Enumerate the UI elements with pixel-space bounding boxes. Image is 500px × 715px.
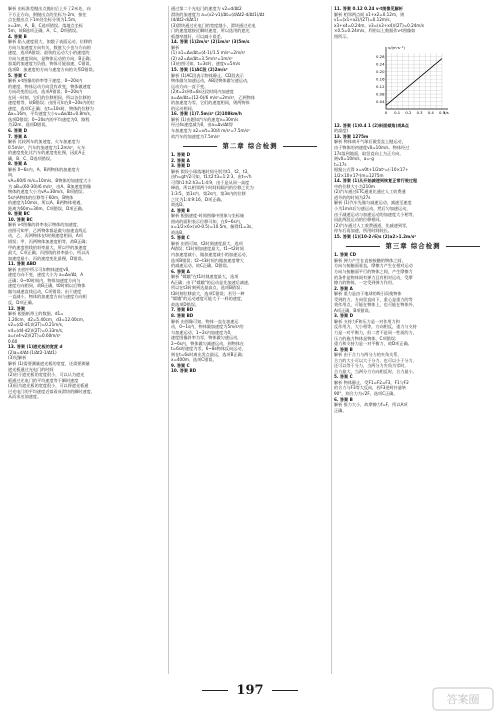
- answer-text-line: 所以在t3时刻到达最高点，选项B错误；: [171, 285, 245, 291]
- answer-text-line: 速度图像斜率为零，物体做匀速运动，: [171, 335, 242, 341]
- answer-heading: 4. 答案 B: [334, 346, 353, 352]
- answer-text-line: 为32m，选项D错误。: [8, 122, 50, 128]
- answer-text-line: 物体做匀加速运动，AB段物体做匀速运动，: [171, 78, 252, 84]
- answer-text-line: vA=60/6 m/s=10m/s，B物体的加速度大小: [8, 177, 92, 183]
- answer-text-line: 动，乙、丙两物体在t时刻速度相同，A项: [8, 233, 83, 239]
- answer-text-line: 物体的速度大小为vA=30m/s，B项错误；: [8, 189, 87, 195]
- x-tick-label: 0.3: [416, 110, 423, 116]
- answer-text-line: 从而求出加速度。: [8, 394, 42, 400]
- answer-text-line: 解析 比较两车的加速度，火车加速度为: [8, 139, 80, 145]
- answer-text-line: 道节约的时间为27s: [334, 194, 371, 200]
- answer-heading: 12. 答案: [8, 305, 26, 311]
- answer-heading: 14. 答案 (1)2m/s² (2)1m/s² (3)5m/s: [171, 39, 250, 45]
- answer-text-line: 故选D。: [171, 202, 187, 208]
- column-right: [334, 6, 492, 413]
- answer-text-line: 经过4s速度减为0，由a=Δv/Δt得: [171, 122, 233, 128]
- answer-text-line: 选项D错误；0~20s内的平均速度为0，路程: [8, 116, 90, 122]
- answer-text-line: 方向与速度同向，是物体运动的方向，B正确；: [8, 55, 94, 61]
- answer-text-line: 的减速运动，故C正确，D错误。: [171, 263, 231, 269]
- answer-heading: 15. 答案 (1)(10-2√6)s (2)a2>1.2m/s²: [334, 233, 417, 239]
- answer-text-line: 解析 (1)需要测量遮光板的宽度，还需要测量: [8, 361, 90, 366]
- answer-heading: 2. 答案 A: [334, 285, 353, 291]
- answer-text-line: v1=(x1+x2)/(2T)=0.12m/s，: [334, 17, 394, 23]
- answer-text-line: (3)见解析: [8, 355, 27, 361]
- answer-text-line: 0.60: [8, 338, 18, 344]
- answer-text-line: 解析 由图像可知，物体一直在加速运: [171, 318, 239, 324]
- answer-text-line: (3)滑块通过光电门的宽度越小，滑块通过光电: [171, 22, 256, 28]
- answer-text-line: 停车后再加速，所用时间较长。: [334, 228, 392, 234]
- answer-text-line: (3)由图可知，t=3s时，速度v=5m/s: [171, 61, 241, 67]
- answer-text-line: 解析 相邻两点间 x1+x2=0.12m，则: [334, 11, 405, 17]
- answer-text-line: 1/2×10×17²)m=1275m: [334, 172, 384, 178]
- answer-heading: 10. 答案 BD: [171, 368, 197, 374]
- answer-text-line: x=1/2×6×(v0-0.5)=10.5m，解得t1=3s。: [171, 224, 256, 230]
- answer-text-line: 解析 根据纸带上的数据，d1=: [8, 311, 64, 317]
- x-tick-label: 0.4: [427, 110, 434, 116]
- answer-text-line: 小为1m/s后匀速运动，然后匀加速运动，: [334, 206, 411, 212]
- answer-heading: 14. 答案 (1)从开始减速到恢复正常行驶过程: [334, 178, 418, 184]
- answer-text-line: (3)因为遮光板的宽度很小，可以将遮光板通: [8, 383, 89, 389]
- answer-text-line: (2) a2=Δv/Δt=3.5m/s²=1m/s²: [171, 55, 233, 61]
- answer-text-line: 动，0~1s内，物体做加速度为5m/s²的: [171, 324, 244, 330]
- answer-heading: 12. 答案 (1)0.4 1 (2)斜面倾角(或A点: [334, 122, 409, 128]
- answer-text-line: 的条件是物体间有弹力且有相对运动，受摩: [334, 274, 413, 280]
- column-divider: [331, 6, 332, 674]
- answer-heading: 1. 答案 D: [171, 152, 191, 158]
- answer-text-line: 擦力的物体，一定受到弹力作用。: [334, 280, 397, 286]
- answer-text-line: v4=(d4-d2)/(2T)=0.33m/s，: [8, 327, 67, 333]
- answer-text-line: 匀加速运动，1~2s内加速度为0，: [171, 329, 235, 335]
- chapter-header: 第三章 综合检测: [334, 241, 492, 251]
- answer-text-line: 方向与接触面平行的物体之间，产生摩擦力: [334, 268, 413, 274]
- answer-text-line: 1:3:5，第1s内、第2s内、第3s内的位移: [171, 190, 246, 196]
- y-tick-label: 0.08: [376, 91, 385, 97]
- answer-text-line: a=Δv/Δt=(12-0)/6 m/s²=2m/s²，乙两物体: [171, 94, 255, 100]
- answer-text-line: 最大，C项正确；丙图线的斜率最小，所以丙: [8, 250, 90, 256]
- answer-text-line: 释放，所以相邻两个时间间隔内的位移之比为: [171, 185, 254, 191]
- answer-text-line: 之比为1:4:9:16，D项正确。: [171, 196, 225, 202]
- answer-text-line: 合力最大，当两分力方向相反时，合力最小。: [334, 368, 417, 374]
- answer-text-line: 解析 物体离开气球后做竖直上抛运动，: [334, 139, 406, 145]
- answer-heading: 2. 答案 A: [171, 157, 190, 163]
- answer-text-line: A项正确，B项错误。: [334, 307, 373, 313]
- answer-text-line: (2)t=2s到t=8s这段时间内加速度: [171, 89, 234, 95]
- answer-text-line: 0.5m/s²，汽车的加速度为1.2m/s²，火车: [8, 144, 86, 150]
- answer-text-line: 错误；甲、丙两物体加速度相等，故B正确；: [8, 238, 90, 244]
- answer-text-line: 由于减速运动与加速运动的加速度大小相等，: [334, 211, 417, 217]
- answer-text-line: t=17s: [334, 161, 347, 167]
- answer-text-line: 加速度最小，丙的速度变化最慢，D错误。: [8, 255, 86, 261]
- answer-text-line: 为 aB=(60-30)/6 m/s²，由A、B加速度图像: [8, 183, 91, 189]
- answer-text-line: 过光电门的平均速度近似看成滑块的瞬时速度，: [8, 388, 95, 394]
- y-tick-label: 0.28: [376, 54, 385, 60]
- answer-text-line: 门的速度越接近瞬时速度，所以选用的遮光: [171, 28, 250, 34]
- answer-text-line: 反，D项正确。: [8, 299, 37, 305]
- answer-text-line: t3时刻位移最大，选项C错误；若另一种: [171, 290, 245, 296]
- answer-text-line: A错误；t1时刻加速度最大，t1~t2时间: [171, 246, 244, 252]
- answer-text-line: 解析 支持力F和压力是一对作用力和: [334, 318, 400, 324]
- answer-heading: 5. 答案 C: [171, 235, 190, 241]
- y-tick-label: 0.16: [376, 76, 385, 82]
- answer-heading: 9. 答案 BC: [8, 211, 30, 217]
- answer-text-line: 板通过光电门的平均速度等于瞬时速度: [8, 377, 79, 383]
- answer-text-line: 解析 由标准差抛出点抛出后上升了2米处，向: [8, 6, 91, 11]
- answer-text-line: 1.20cm，d2=5.40cm，d3=12.00cm，: [8, 316, 88, 322]
- answer-text-line: 故选项D错误。: [171, 301, 200, 307]
- answer-text-line: 重力和支持力是一对平衡力，故D项正确。: [334, 341, 412, 347]
- answer-text-line: 方向与加速度方向有关，数值大小也与方向的: [8, 44, 91, 50]
- answer-text-line: 解析 推力大小，故摩擦力f=F，所以A项: [334, 402, 408, 408]
- answer-text-line: 解析 陷入速度很大，如骰子表面运动，位移的: [8, 39, 93, 45]
- vt-graph: [372, 41, 452, 119]
- answer-text-line: 根据公式得 x=v0t+1/2at²=(-10×17+: [334, 167, 409, 173]
- answer-text-line: 甲的速度图线的斜率最大，所以甲的加速度: [8, 244, 87, 250]
- answer-text-line: 反作用力，大小相等，方向相反，重力与支持: [334, 324, 417, 330]
- answer-heading: 5. 答案 C: [334, 374, 353, 380]
- answer-heading: 16. 答案 (1)7.5m/s² (2)108km/h: [171, 111, 242, 117]
- axes: [386, 47, 448, 109]
- answer-text-line: 因此两段运动的位移相同。: [334, 217, 384, 223]
- answer-text-line: 解析 (1)汽车先做匀减速运动，减速至速度: [334, 200, 412, 206]
- answer-text-line: 解析 (1)AC段表示物体静止，CD段表示: [171, 72, 244, 78]
- answer-text-line: 滑块的加速度为 a=(v2-v1)/Δt=(d/Δt2-d/Δt1)/Δt: [171, 11, 265, 17]
- y-axis-label: v/(m·s⁻¹): [388, 45, 405, 51]
- answer-text-line: 运动方向一直不变。: [171, 83, 209, 89]
- answer-text-line: 17s落到地面，取竖直向上为正方向，: [334, 150, 404, 156]
- answer-text-line: 由h=gt²/2可知，t1:t2:t3=1:2:3，由t∝√h: [171, 174, 252, 180]
- answer-text-line: 解析 0~6s内，A、B两物体的加速度方: [8, 166, 80, 172]
- answer-text-line: 的运动相同。: [171, 105, 196, 111]
- answer-text-line: 解析 假设小球落地时间分别为t1、t2、t3，: [171, 168, 252, 174]
- column-middle: [171, 6, 329, 374]
- answer-heading: 11. 答案 ABD: [8, 261, 37, 267]
- answer-text-line: 解析 (1)由题知汽车的速度v=30m/s: [171, 116, 239, 122]
- answer-text-line: 的速度为10m/s，所以A、B两物体相遇，: [8, 200, 85, 206]
- answer-text-line: 故选B。: [171, 229, 187, 235]
- answer-text-line: 正确；0~t0时间内，物体加速度方向与: [8, 277, 81, 283]
- answer-page: [8, 6, 492, 674]
- answer-text-line: (2)汽车通过人工收费通道，先减速到零，: [334, 222, 411, 228]
- answer-text-line: 由图可知甲、乙两物体都是做匀加速直线运: [8, 227, 87, 233]
- answer-text-line: 方向与接触面垂直，摩擦力产生在相对运动: [334, 263, 413, 269]
- answer-text-line: 正确。: [334, 407, 347, 413]
- answer-text-line: 距离为60m=30m，C项错误，D项正确。: [8, 205, 86, 211]
- column-left: [8, 6, 166, 400]
- answer-heading: 4. 答案 B: [8, 33, 27, 39]
- answer-text-line: 则v0=10m/s，a=-g: [334, 156, 374, 162]
- answer-heading: 1. 答案 CD: [334, 252, 357, 258]
- answer-text-line: (2)a=d/Δt·(1/Δt2-1/Δt1): [8, 349, 57, 355]
- answer-text-line: A正确；由于"嫦娥"的运动是先加速后减速，: [171, 279, 253, 285]
- answer-heading: 8. 答案 BD: [171, 312, 194, 318]
- answer-heading: 8. 答案 A: [8, 161, 27, 167]
- answer-text-line: 速度方向不变，速度大小为 a=Δv/Δt，A: [8, 272, 84, 278]
- x-tick-label: 0: [384, 110, 388, 116]
- answer-text-line: 受到的力，方向竖直向下，重心是重力的等: [334, 296, 413, 302]
- answer-text-line: 内加速度减小，做加速度减小的加速运动，: [171, 251, 250, 257]
- answer-text-line: 板越窄越好，可以减小误差。: [171, 33, 225, 39]
- answer-heading: 3. 答案 D: [171, 163, 191, 169]
- answer-heading: 6. 答案 B: [334, 396, 353, 402]
- answer-text-line: 的合力与F3等大反向，若F3逆时针旋转: [334, 385, 407, 391]
- answer-heading: 11. 答案 0.12 0.24 v-t图像见解析: [334, 6, 403, 11]
- answer-text-line: 解析 弹力产生在直接接触的物体之间，: [334, 257, 406, 263]
- answer-text-line: 解析 物体静止，受F1=F2=F3，F1与F2: [334, 379, 409, 385]
- answer-text-line: 速度相等，故B错误；由图可知在0~20s内的位: [8, 100, 95, 106]
- x-tick-label: 0.1: [394, 110, 401, 116]
- answer-text-line: (1) a1=Δv/Δt=(4-1)/1.5 m/s²=2m/s²: [171, 50, 246, 56]
- answer-text-line: 90°，则合力为√2F，选项C正确。: [334, 390, 398, 396]
- answer-text-line: 下方正方向，则抛出点的坐标为-2m，接住: [8, 11, 87, 17]
- answer-text-line: 方向改变的运动，选项A错误；0~20s内: [8, 89, 83, 95]
- watermark-logo: [432, 687, 494, 711]
- answer-text-line: x=400m，选项C错误。: [171, 357, 217, 363]
- answer-text-line: 压力的施力物体是物体，C项错误；: [334, 335, 400, 341]
- answer-heading: 13. 答案 (1)遮光板的宽度 d: [8, 344, 63, 350]
- answer-text-line: (2)由于遮光板的宽度很小，可以认为遮光: [8, 372, 85, 378]
- answer-text-line: 2~6s内，物体做匀减速运动，则物体在: [171, 340, 245, 346]
- x-tick-label: 0.2: [405, 110, 412, 116]
- x-axis-label: t/s: [444, 110, 449, 116]
- chapter-header: 第二章 综合检测: [171, 141, 329, 151]
- answer-heading: 10. 答案 BC: [8, 216, 33, 222]
- answer-text-line: (d/Δt2-d/Δt1): [171, 17, 198, 23]
- answer-text-line: 解析 重力是由于地球的吸引而使物体: [334, 291, 402, 297]
- answer-heading: 7. 答案 A: [8, 133, 27, 139]
- answer-text-line: 速度，选项A错误；最快的运动大小的速度的: [8, 50, 90, 56]
- answer-text-line: 效作用点，可能在物体上，也可能在物体外，: [334, 302, 417, 308]
- answer-text-line: 速度方向相同，故B正确，t0时刻以后物体: [8, 283, 86, 289]
- svg-text:答案圈: 答案圈: [446, 693, 480, 706]
- answer-text-line: 解析 由图可知，t2时刻速度最大，选项: [171, 240, 243, 246]
- x-tick-label: 0.5: [438, 110, 446, 116]
- answer-text-line: 速度，选项C正确；在t=10s时，物体的位移为: [8, 105, 94, 111]
- answer-text-line: 确，B、C、D选项错误。: [8, 155, 55, 161]
- answer-heading: 9. 答案 C: [171, 362, 190, 368]
- answer-text-line: 的加速度为零，它们的速度相同，则两物体: [171, 100, 250, 106]
- answer-text-line: "嫦娥"的运动速度可能大于一样的速度，: [171, 296, 246, 302]
- answer-text-line: 在同一时刻，它们的位移相同，所以各位移的: [8, 94, 91, 100]
- answer-text-line: 合力的大小可以大于分力，也可以小于分力，: [334, 357, 417, 363]
- answer-text-line: 则在t=6s时离出发点最远，选项B正确；: [171, 351, 246, 357]
- answer-text-line: v2=(d2-d1)/(2T)=0.21m/s，: [8, 322, 67, 328]
- answer-heading: 6. 答案 A: [171, 268, 190, 274]
- answer-heading: 7. 答案 BD: [171, 307, 194, 313]
- answer-text-line: Δx=16m，平均速度大小v=Δx/Δt=0.8m/s，: [8, 111, 94, 117]
- answer-text-line: 的速度变化比汽车的速度变化慢，因此A正: [8, 150, 86, 156]
- answer-text-line: 解析 v-t图像的斜率表示物体的加速度，: [8, 222, 82, 228]
- answer-text-line: 解析 由于合力与两分力的夹角关系，: [334, 352, 402, 358]
- answer-text-line: 一直减小，物体的加速度方向与速度方向相: [8, 294, 87, 300]
- answer-text-line: 选项B错误；t2~t3时间内做加速度增大: [171, 257, 244, 263]
- answer-text-line: a=(v4-v2)/(2T)=0.60m/s²: [8, 333, 61, 339]
- answer-text-line: 5m，故B选项正确，A、C、D项错误。: [8, 28, 81, 34]
- answer-text-line: 通过第二个光电门的速度为 v2=d/Δt2: [171, 6, 242, 11]
- answer-text-line: 力是一对平衡力，但二者不是同一性质的力，: [334, 329, 417, 335]
- y-tick-label: 0.24: [376, 61, 385, 67]
- answer-text-line: 的高度): [334, 128, 349, 134]
- answer-heading: 3. 答案 D: [334, 313, 354, 319]
- answer-text-line: 还可以等于分力，当两分力夹角为零时，: [334, 363, 409, 369]
- answer-text-line: t=6s时速度为零，6~8s物体反向运动，: [171, 346, 246, 352]
- answer-text-line: 加某的加速度为负值，物体可能加速，C错误。: [8, 61, 94, 67]
- answer-text-line: 由于物体的初速度v0=10m/s，物体经过: [334, 145, 410, 151]
- y-tick-label: 0.12: [376, 84, 385, 90]
- answer-text-line: 可得h1:h2:h3=1:4:9，由于是从同一高度: [171, 179, 250, 185]
- answer-text-line: 解析 "嫦娥"在t1时刻速度最大，选项: [171, 274, 239, 280]
- answer-text-line: 选项B：加速度的方向与速度方向的关系D错误。: [8, 67, 97, 73]
- column-divider: [168, 6, 169, 674]
- answer-text-line: x3+x4=0.24m，v3=(x3+x4)/(2T)=0.24m/s: [334, 22, 424, 28]
- answer-heading: 15. 答案 (1)AC段 (2)2m/s²: [171, 67, 228, 73]
- answer-text-line: 解析: [171, 44, 180, 50]
- answer-text-line: 点在抛出点下1m处坐标分别为1.5m，: [8, 17, 80, 23]
- answer-heading: 13. 答案 1275m: [334, 133, 369, 139]
- answer-text-line: ×0.5=0.24m/s，利用以上数据作v-t图像如: [334, 28, 416, 34]
- answer-text-line: 解析 由图中所示可知物体速度v0，: [8, 266, 73, 272]
- answer-text-line: 图所示。: [334, 33, 351, 39]
- answer-text-line: 解析 根据速度-时间图像中图象与坐标轴: [171, 213, 245, 219]
- answer-text-line: x=3m，A、B、C选项错误。落地点坐标: [8, 22, 83, 28]
- answer-text-line: 做匀减速直线运动，C项错误；由于速度: [8, 288, 82, 294]
- answer-text-line: 向，: [8, 172, 17, 178]
- answer-text-line: 的速度，物体运动方向没有改变，物体做速度: [8, 83, 91, 89]
- answer-text-line: 故汽车的加速度为7.5m/s²: [171, 133, 220, 139]
- answer-text-line: 围成的面积表示位移可知，在0~6s内，: [171, 218, 245, 224]
- answer-heading: 5. 答案 C: [8, 72, 27, 78]
- answer-heading: 4. 答案 B: [171, 207, 190, 213]
- answer-text-line: 解析 x-t图像的斜率等于速度，0~20s内: [8, 78, 83, 84]
- answer-text-line: (2)汽车通过ETC通道比通过人工收费通: [334, 189, 406, 195]
- page-number: 197: [0, 683, 500, 703]
- answer-text-line: 遮光板通过光电门的时间: [8, 366, 54, 372]
- answer-heading: 6. 答案 D: [8, 128, 28, 134]
- answer-text-line: 车加速度为 a2=v/t=30/4 m/s²=7.5m/s²: [171, 128, 250, 134]
- answer-text-line: 5s内A物体的位移等于60m，B物体: [8, 194, 74, 200]
- y-tick-label: 0.20: [376, 69, 385, 75]
- answer-text-line: 中的位移大小为210m: [334, 183, 375, 189]
- y-tick-label: 0.04: [376, 99, 385, 105]
